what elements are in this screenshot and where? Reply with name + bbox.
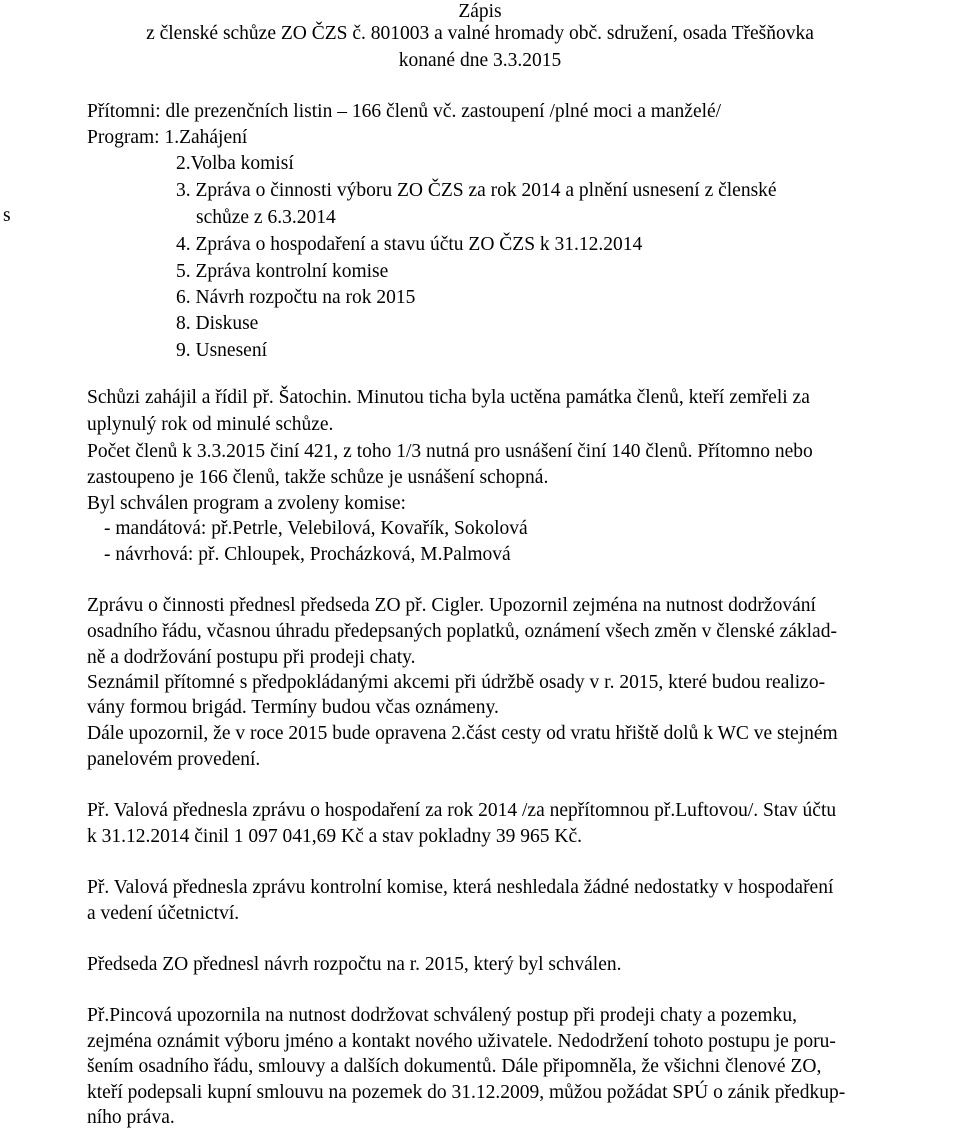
program-item: 4. Zpráva o hospodaření a stavu účtu ZO ČZS k 31.12.2014 — [176, 234, 643, 255]
program-label: Program: 1.Zahájení — [87, 127, 248, 148]
body-line: Seznámil přítomné s předpokládanými akcemi při údržbě osady v r. 2015, které budou realizo- — [87, 672, 826, 693]
body-line: a vedení účetnictví. — [87, 903, 240, 924]
program-item: 5. Zpráva kontrolní komise — [176, 261, 389, 282]
body-line: vány formou brigád. Termíny budou včas oznámeny. — [87, 697, 499, 718]
document-date: konané dne 3.3.2015 — [398, 50, 562, 71]
margin-character: s — [3, 205, 11, 226]
body-line: panelovém provedení. — [87, 749, 261, 770]
document-title: Zápis — [458, 1, 502, 22]
body-line: uplynulý rok od minulé schůze. — [87, 414, 334, 435]
body-line: - návrhová: př. Chloupek, Procházková, M.Palmová — [104, 544, 511, 565]
body-line: ního práva. — [87, 1107, 175, 1128]
body-line: Schůzi zahájil a řídil př. Šatochin. Minutou ticha byla uctěna památka členů, kteří zemřeli za — [87, 387, 810, 408]
body-line: k 31.12.2014 činil 1 097 041,69 Kč a stav pokladny 39 965 Kč. — [87, 826, 583, 847]
body-line: Př.Pincová upozornila na nutnost dodržovat schválený postup při prodeji chaty a pozemku, — [87, 1005, 797, 1026]
body-line: Zprávu o činnosti přednesl předseda ZO př. Cigler. Upozornil zejména na nutnost dodržování — [87, 595, 816, 616]
body-line: osadního řádu, včasnou úhradu předepsaných poplatků, oznámení všech změn v členské základ- — [87, 621, 837, 642]
body-line: zejména oznámit výboru jméno a kontakt nového uživatele. Nedodržení tohoto postupu je poru- — [87, 1031, 836, 1052]
body-line: zastoupeno je 166 členů, takže schůze je usnášení schopná. — [87, 467, 549, 488]
program-item: schůze z 6.3.2014 — [196, 207, 336, 228]
body-line: ně a dodržování postupu při prodeji chaty. — [87, 647, 416, 668]
program-item: 9. Usnesení — [176, 340, 267, 361]
body-line: - mandátová: př.Petrle, Velebilová, Kovařík, Sokolová — [104, 518, 528, 539]
body-line: kteří podepsali kupní smlouvu na pozemek do 31.12.2009, můžou požádat SPÚ o zánik předkup- — [87, 1082, 846, 1103]
body-line: Předseda ZO přednesl návrh rozpočtu na r. 2015, který byl schválen. — [87, 954, 622, 975]
program-item: 6. Návrh rozpočtu na rok 2015 — [176, 287, 416, 308]
body-line: Dále upozornil, že v roce 2015 bude opravena 2.část cesty od vratu hřiště dolů k WC ve stejném — [87, 723, 838, 744]
body-line: Počet členů k 3.3.2015 činí 421, z toho 1/3 nutná pro usnášení činí 140 členů. Přítomno nebo — [87, 441, 813, 462]
document-subtitle: z členské schůze ZO ČZS č. 801003 a valné hromady obč. sdružení, osada Třešňovka — [146, 23, 814, 44]
program-item: 3. Zpráva o činnosti výboru ZO ČZS za rok 2014 a plnění usnesení z členské — [176, 180, 777, 201]
attendance-line: Přítomni: dle prezenčních listin – 166 členů vč. zastoupení /plné moci a manželé/ — [87, 101, 722, 122]
program-item: 8. Diskuse — [176, 313, 259, 334]
body-line: Př. Valová přednesla zprávu o hospodaření za rok 2014 /za nepřítomnou př.Luftovou/. Stav účtu — [87, 800, 837, 821]
body-line: Byl schválen program a zvoleny komise: — [87, 493, 406, 514]
body-line: Př. Valová přednesla zprávu kontrolní komise, která neshledala žádné nedostatky v hospodaření — [87, 877, 834, 898]
body-line: šením osadního řádu, smlouvy a dalších dokumentů. Dále připomněla, že všichni členové ZO, — [87, 1056, 822, 1077]
program-item: 2.Volba komisí — [176, 153, 294, 174]
